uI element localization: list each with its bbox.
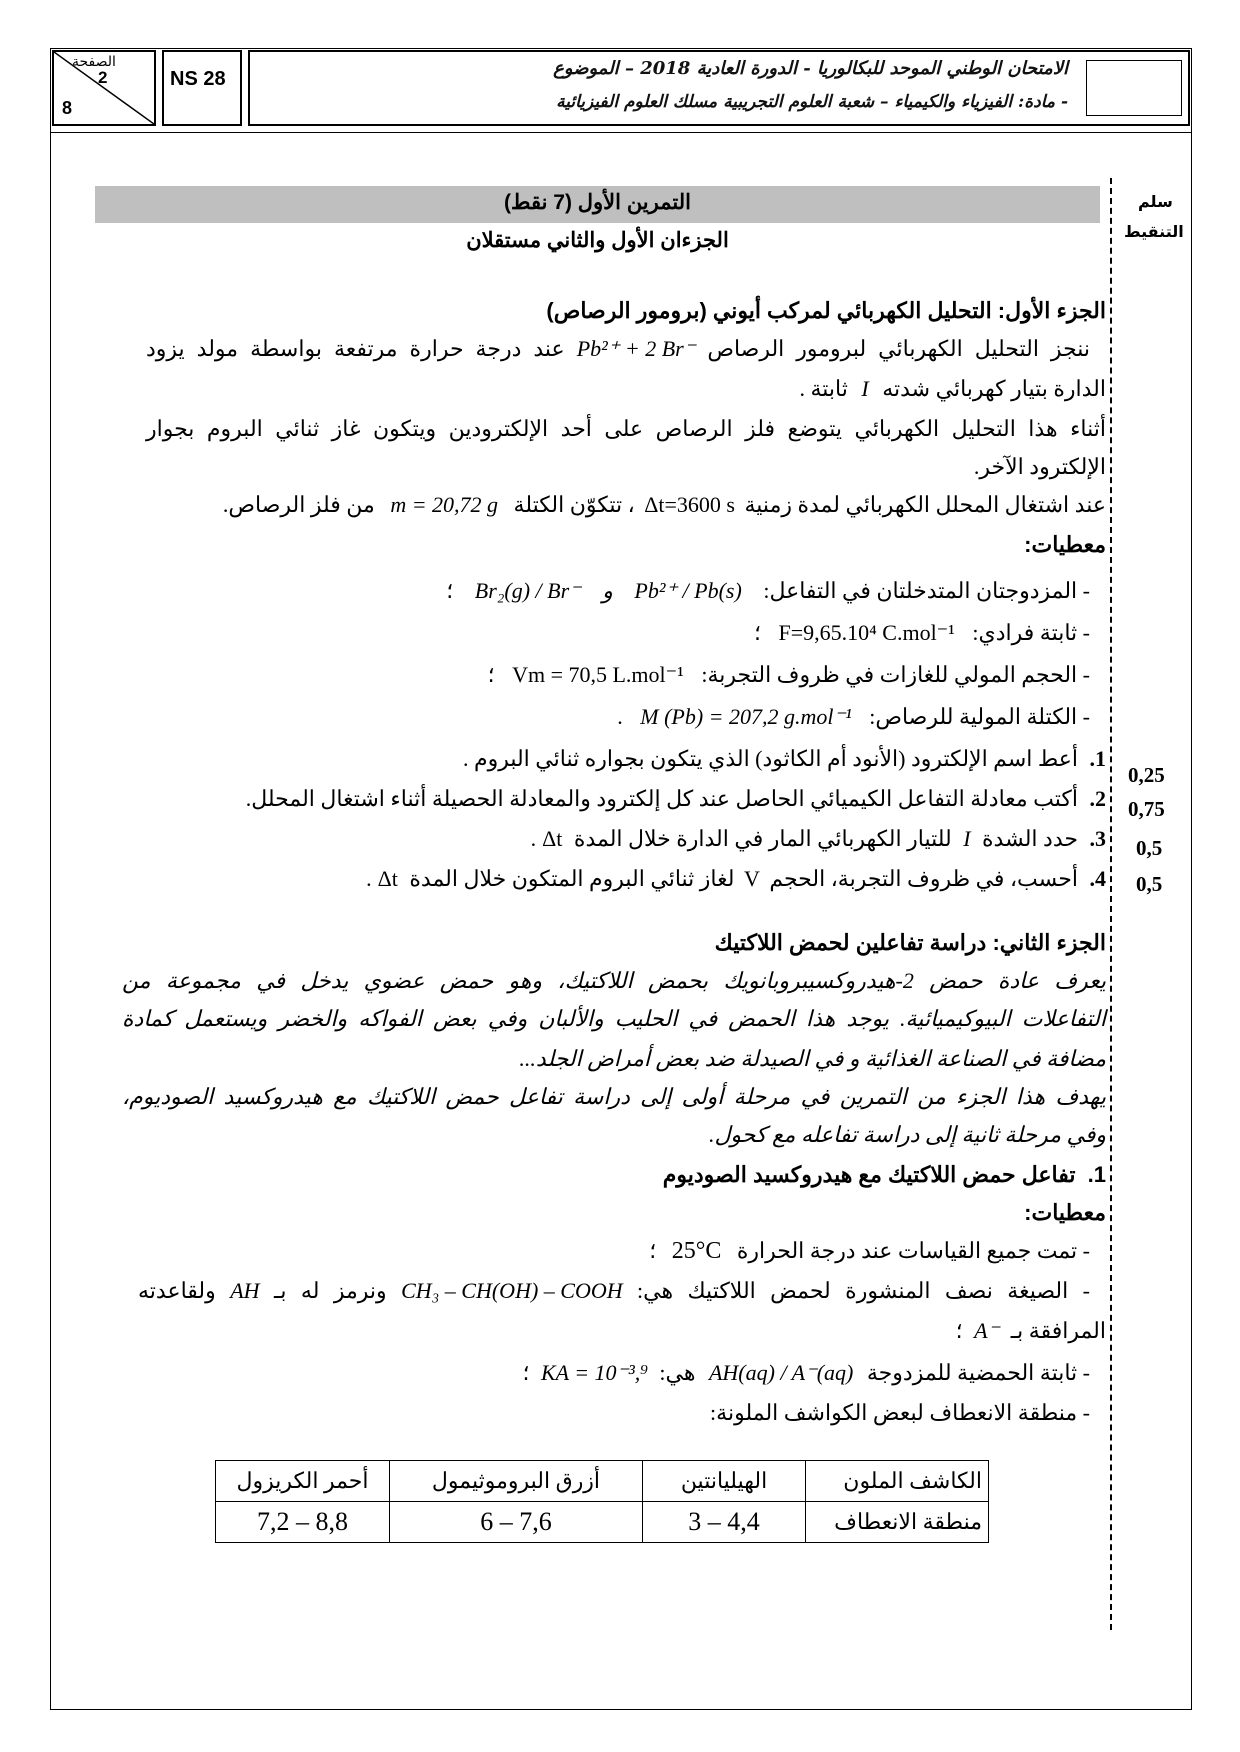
question-3-number: 3. — [1089, 826, 1106, 851]
question-3: 3. حدد الشدة I للتيار الكهربائي المار في الدارة خلال المدة Δt. — [531, 820, 1106, 857]
part2-intro-5: وفي مرحلة ثانية إلى دراسة تفاعله مع كحول. — [708, 1122, 1106, 1147]
lactic-symbol: AH — [230, 1278, 260, 1303]
part1-line-3: أثناء هذا التحليل الكهربائي يتوضع فلز الرصاص على أحد الإلكترودين ويتكون غاز ثنائي البروم بجوار — [146, 416, 1106, 441]
section-1-title — [663, 1156, 1106, 1193]
given-acidity-constant — [522, 1354, 1090, 1391]
acidity-constant-is: هي: — [659, 1360, 696, 1385]
given-couples-label: - المزدوجتان المتدخلتان في التفاعل: — [763, 578, 1090, 603]
couple-end: ؛ — [446, 578, 454, 603]
exam-code: NS 28 — [170, 68, 226, 90]
conjugate-base-end: ؛ — [955, 1318, 963, 1343]
lactic-conjugate-label: ولقاعدته — [138, 1278, 216, 1303]
range-value: 7,2 – 8,8 — [257, 1507, 348, 1536]
question-2-number: 2. — [1089, 786, 1106, 811]
header-title-box — [248, 50, 1190, 126]
temperature-label: - تمت جميع القياسات عند درجة الحرارة — [736, 1238, 1090, 1263]
lactic-formula: CH₃ – CH(OH) – COOH — [401, 1278, 623, 1303]
conjugate-base-symbol: A⁻ — [974, 1318, 1000, 1343]
part1-line-2-a: الدارة بتيار كهربائي شدته — [882, 376, 1106, 401]
page-number-box — [52, 50, 156, 126]
indicator-name: الهيليانتين — [643, 1461, 806, 1502]
indicator-table — [215, 1460, 989, 1543]
question-3-var: I — [963, 826, 971, 851]
acidity-constant-label: - ثابتة الحمضية للمزدوجة — [866, 1360, 1090, 1385]
question-3-text-b: للتيار الكهربائي المار في الدارة خلال المدة — [573, 826, 952, 851]
temperature-value: 25°C — [671, 1238, 722, 1264]
part1-line-1-b: عند درجة حرارة مرتفعة بواسطة مولد يزود — [146, 336, 565, 361]
indicator-name: أزرق البروموثيمول — [390, 1461, 643, 1502]
question-4-text-b: لغاز ثنائي البروم المتكون خلال المدة — [409, 866, 735, 891]
grading-label-2: التنقيط — [1124, 222, 1184, 241]
faraday-value: F=9,65.10⁴ C.mol⁻¹ — [778, 620, 955, 645]
given-molar-mass — [617, 698, 1090, 735]
indicator-range — [216, 1502, 390, 1543]
page-number: 2 — [98, 68, 108, 87]
question-4-dt: Δt — [377, 866, 398, 891]
question-2-text: أكتب معادلة التفاعل الكيميائي الحاصل عند كل إلكترود والمعادلة الحصيلة أثناء اشتغال المحلل. — [245, 786, 1078, 811]
question-4-text-a: أحسب، في ظروف التجربة، الحجم — [769, 866, 1078, 891]
score-q3: 0,5 — [1136, 836, 1163, 860]
part2-intro-3: مضافة في الصناعة الغذائية و في الصيدلة ضد بعض أمراض الجلد... — [519, 1046, 1106, 1071]
molar-volume-label: - الحجم المولي للغازات في ظروف التجربة: — [701, 662, 1090, 687]
temperature-end: ؛ — [649, 1238, 657, 1263]
current-symbol: I — [861, 376, 869, 401]
part2-intro-2: التفاعلات البيوكيميائية. يوجد هذا الحمض في الحليب والألبان وفي بعض الفواكه والخضر ويستعمل كمادة — [122, 1006, 1106, 1031]
part2-title: الجزء الثاني: دراسة تفاعلين لحمض اللاكتيك — [714, 930, 1106, 955]
question-1-number: 1. — [1089, 746, 1106, 771]
indicator-range — [643, 1502, 806, 1543]
question-4: 4. أحسب، في ظروف التجربة، الحجم V لغاز ثنائي البروم المتكون خلال المدة Δt. — [366, 860, 1106, 897]
electrolyte-formula: Pb²⁺ + 2 Br⁻ — [576, 336, 696, 361]
score-q1: 0,25 — [1128, 763, 1165, 787]
part1-title: الجزء الأول: التحليل الكهربائي لمركب أيوني (برومور الرصاص) — [546, 298, 1106, 323]
part2-given-label: معطيات: — [1024, 1200, 1106, 1225]
duration-value: Δt=3600 s — [644, 492, 735, 517]
indicator-range — [390, 1502, 643, 1543]
question-4-number: 4. — [1089, 866, 1106, 891]
exercise-title: التمرين الأول (7 نقط) — [504, 191, 691, 214]
header-separator — [50, 132, 1192, 133]
given-faraday — [754, 614, 1090, 651]
acid-couple: AH(aq) / A⁻(aq) — [708, 1360, 854, 1385]
couple-and: و — [602, 578, 613, 603]
molar-mass-value: M (Pb) = 207,2 g.mol⁻¹ — [640, 704, 852, 729]
part1-line-2 — [799, 370, 1106, 407]
conjugate-base-label: المرافقة بـ — [1010, 1318, 1106, 1343]
couple-lead: Pb²⁺ / Pb(s) — [634, 578, 742, 603]
total-pages: 8 — [62, 98, 73, 118]
grading-label-1: سلم — [1138, 192, 1173, 211]
range-value: 6 – 7,6 — [480, 1507, 552, 1536]
question-3-text-a: حدد الشدة — [982, 826, 1078, 851]
page-label: الصفحة — [72, 54, 116, 70]
couple-bromine: Br₂(g) / Br⁻ — [474, 578, 581, 603]
given-temperature — [649, 1232, 1090, 1270]
candidate-code-box — [1086, 60, 1182, 116]
lactic-formula-symbol-label: ونرمز له بـ — [273, 1278, 387, 1303]
question-1-text: أعط اسم الإلكترود (الأنود أم الكاثود) الذي يتكون بجواره ثنائي البروم . — [462, 746, 1078, 771]
molar-mass-end: . — [617, 704, 623, 729]
range-value: 3 – 4,4 — [688, 1507, 760, 1536]
table-header-label: الكاشف الملون — [806, 1461, 989, 1502]
section-1-title-text: تفاعل حمض اللاكتيك مع هيدروكسيد الصوديوم — [662, 1162, 1076, 1187]
question-3-dt: Δt — [542, 826, 563, 851]
question-4-var: V — [743, 866, 760, 891]
table-row-label: منطقة الانعطاف — [806, 1502, 989, 1543]
part1-line-5 — [223, 486, 1106, 523]
molar-volume-value: Vm = 70,5 L.mol⁻¹ — [512, 662, 684, 687]
molar-volume-end: ؛ — [487, 662, 495, 687]
part1-given-label: معطيات: — [1024, 532, 1106, 557]
faraday-end: ؛ — [753, 620, 761, 645]
question-1 — [463, 740, 1106, 777]
mass-value: m = 20,72 g — [390, 492, 499, 517]
section-1-number: 1. — [1087, 1162, 1106, 1187]
acidity-constant-value: KA = 10⁻³,⁹ — [540, 1360, 648, 1385]
table-row — [216, 1502, 989, 1543]
lactic-formula-label: - الصيغة نصف المنشورة لحمض اللاكتيك هي: — [637, 1278, 1090, 1303]
score-q4: 0,5 — [1136, 872, 1163, 896]
exercise-subtitle: الجزءان الأول والثاني مستقلان — [466, 229, 729, 252]
given-molar-volume — [488, 656, 1090, 693]
part1-line-5-b: ، تتكوّن الكتلة — [513, 492, 635, 517]
part1-line-5-a: عند اشتغال المحلل الكهربائي لمدة زمنية — [744, 492, 1106, 517]
given-lactic-formula — [138, 1272, 1106, 1309]
question-2 — [246, 780, 1106, 817]
header-title-line-1: الامتحان الوطني الموحد للبكالوريا - الدورة العادية 2018 – الموضوع — [553, 58, 1068, 79]
acidity-constant-end: ؛ — [522, 1360, 530, 1385]
exam-code-box — [162, 50, 242, 126]
part1-line-4: الإلكترود الآخر. — [973, 454, 1106, 479]
part1-line-1 — [146, 330, 1106, 367]
header-title-line-2: - مادة: الفيزياء والكيمياء – شعبة العلوم التجريبية مسلك العلوم الفيزيائية — [556, 92, 1068, 112]
indicator-name: أحمر الكريزول — [216, 1461, 390, 1502]
grading-divider — [1110, 178, 1112, 1630]
table-row — [216, 1461, 989, 1502]
given-conjugate-base — [956, 1312, 1106, 1349]
part1-line-2-b: ثابتة . — [799, 376, 848, 401]
part2-intro-1: يعرف عادة حمض 2-هيدروكسيبروبانويك بحمض اللاكتيك، وهو حمض عضوي يدخل في مجموعة من — [122, 968, 1106, 993]
part2-intro-4: يهدف هذا الجزء من التمرين في مرحلة أولى إلى دراسة تفاعل حمض اللاكتيك مع هيدروكسيد الصوديوم، — [122, 1084, 1106, 1109]
given-couples — [446, 572, 1090, 609]
part1-line-1-a: ننجز التحليل الكهربائي لبرومور الرصاص — [707, 336, 1091, 361]
part1-line-5-c: من فلز الرصاص. — [222, 492, 375, 517]
given-indicators: - منطقة الانعطاف لبعض الكواشف الملونة: — [710, 1400, 1090, 1425]
faraday-label: - ثابتة فرادي: — [972, 620, 1090, 645]
molar-mass-label: - الكتلة المولية للرصاص: — [869, 704, 1090, 729]
score-q2: 0,75 — [1128, 797, 1165, 821]
